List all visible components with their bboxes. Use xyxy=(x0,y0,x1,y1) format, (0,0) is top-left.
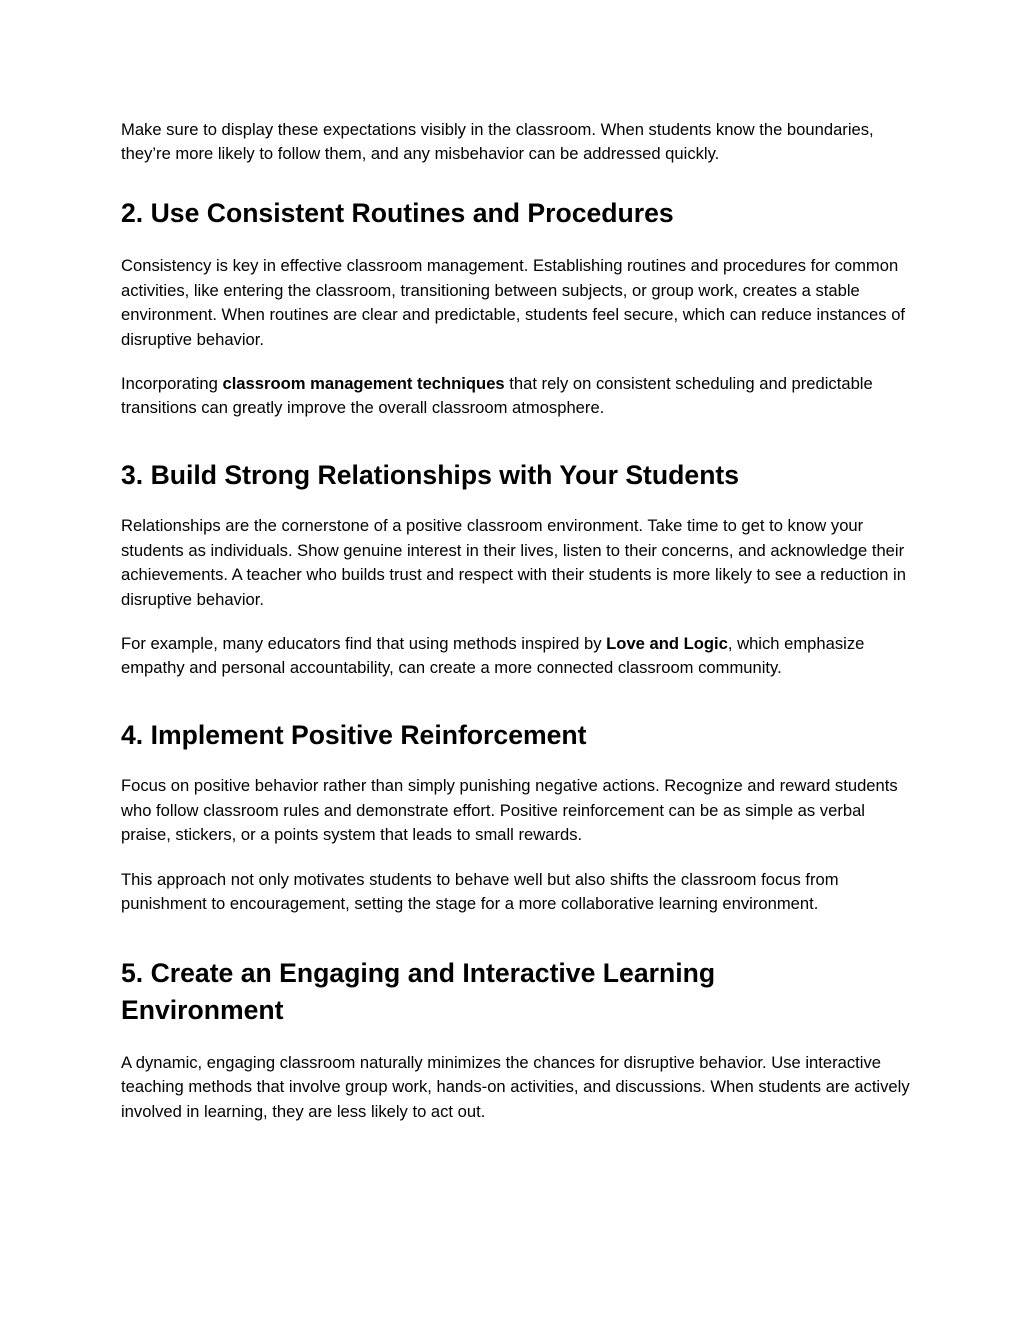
bold-phrase-love-and-logic: Love and Logic xyxy=(606,634,728,654)
section-4-heading: 4. Implement Positive Reinforcement xyxy=(121,719,587,750)
bold-phrase-classroom-management-techniques: classroom management techniques xyxy=(222,374,505,394)
document-page xyxy=(121,118,911,1144)
section-3-paragraph-2-start: For example, many educators find that using methods inspired by xyxy=(121,634,607,654)
section-3-heading: 3. Build Strong Relationships with Your Students xyxy=(121,459,740,490)
section-2-paragraph-1: Consistency is key in effective classroom management. Establishing routines and procedures for common activities, like entering the classroom, transitioning between subjects, or group work, creates a stable environment. When routines are clear and predictable, students feel secure, which can reduce instances of disruptive behavior. xyxy=(121,256,906,349)
section-2-heading: 2. Use Consistent Routines and Procedures xyxy=(121,197,674,228)
section-3-paragraph-2 xyxy=(121,632,911,681)
section-4-paragraph-2: This approach not only motivates students to behave well but also shifts the classroom focus from punishment to encouragement, setting the stage for a more collaborative learning environment. xyxy=(121,869,839,914)
section-3-paragraph-2-end: , which emphasize empathy and personal accountability, can create a more connected classroom community. xyxy=(121,634,865,678)
section-5-heading xyxy=(121,955,911,1030)
section-5-paragraph-1: A dynamic, engaging classroom naturally minimizes the chances for disruptive behavior. Use interactive teaching methods that involve group work, hands-on activities, and discussions. When students are actively involved in learning, they are less likely to act out. xyxy=(121,1052,910,1121)
section-5-heading-line-1: 5. Create an Engaging and Interactive Learning xyxy=(121,957,716,988)
intro-paragraph: Make sure to display these expectations visibly in the classroom. When students know the boundaries, they’re more likely to follow them, and any misbehavior can be addressed quickly. xyxy=(121,120,874,164)
section-4-paragraph-1: Focus on positive behavior rather than simply punishing negative actions. Recognize and reward students who follow classroom rules and demonstrate effort. Positive reinforcement can be as simple as verbal praise, stickers, or a points system that leads to small rewards. xyxy=(121,776,898,845)
section-3-paragraph-1: Relationships are the cornerstone of a positive classroom environment. Take time to get to know your students as individuals. Show genuine interest in their lives, listen to their concerns, and acknowledge their achievements. A teacher who builds trust and respect with their students is more likely to see a reduction in disruptive behavior. xyxy=(121,516,906,609)
section-2-paragraph-2-start: Incorporating xyxy=(121,374,223,394)
section-5-heading-line-2: Environment xyxy=(121,995,284,1026)
section-2-paragraph-2-end: that rely on consistent scheduling and predictable transitions can greatly improve the overall classroom atmosphere. xyxy=(121,374,873,418)
section-2-paragraph-2 xyxy=(121,372,911,421)
